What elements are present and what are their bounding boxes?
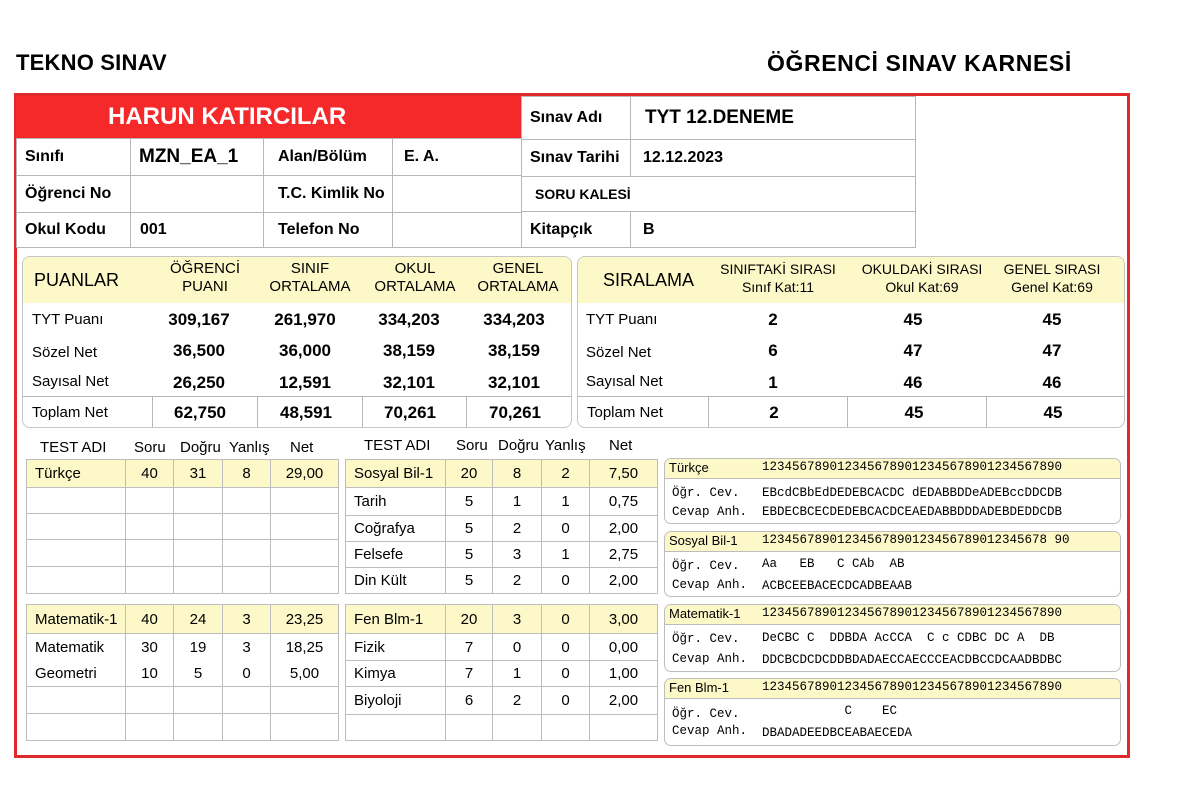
answer-box-matematik [664, 604, 1121, 672]
phone-value [392, 212, 522, 248]
student-answers: C EC [762, 704, 898, 718]
test-name: Matematik [27, 634, 126, 660]
answer-key: EBDECBCECDEDEBCACDCEAEDABBDDDADEBDEDDCDB [762, 505, 1063, 519]
question-numbers: 1234567890123456789012345678901234567890 [762, 460, 1063, 474]
answer-key: DBADADEEDBCEABAECEDA [762, 726, 913, 740]
answer-box-title: Fen Blm-1 [669, 680, 729, 695]
report-title: ÖĞRENCİ SINAV KARNESİ [767, 50, 1072, 76]
test-name: Fen Blm-1 [346, 605, 446, 634]
tests-header-name-2: TEST ADI [364, 437, 431, 454]
test-name: Tarih [346, 488, 446, 516]
answer-key-label: Cevap Anh. [672, 652, 748, 666]
scores-col-class: SINIF ORTALAMA [269, 260, 351, 295]
answer-box-title: Türkçe [669, 460, 709, 475]
exam-date-label: Sınav Tarihi [521, 139, 631, 177]
answer-box-fen [664, 678, 1121, 746]
question-quality-label: SORU KALESİ [521, 176, 916, 212]
student-answers-label: Öğr. Cev. [672, 486, 740, 500]
student-no-value [130, 175, 264, 213]
question-numbers: 1234567890123456789012345678901234567890 [762, 606, 1063, 620]
test-name: Kimya [346, 661, 446, 687]
tc-label: T.C. Kimlik No [263, 175, 393, 213]
test-name: Sosyal Bil-1 [346, 460, 446, 488]
exam-name-value: TYT 12.DENEME [630, 96, 916, 140]
tc-value [392, 175, 522, 213]
test-name: Biyoloji [346, 687, 446, 715]
rankings-col-class: SINIFTAKİ SIRASI Sınıf Kat:11 [720, 261, 836, 295]
student-name: HARUN KATIRCILAR [16, 96, 522, 138]
answer-key: ACBCEEBACECDCADBEAAB [762, 579, 913, 593]
scores-total-row: Toplam Net 62,750 48,591 70,261 70,261 [22, 396, 572, 428]
class-label: Sınıfı [16, 138, 131, 176]
student-answers-label: Öğr. Cev. [672, 559, 740, 573]
tests-header-w: Yanlış [229, 439, 270, 456]
answer-box-title: Sosyal Bil-1 [669, 533, 738, 548]
tests-header-q: Soru [134, 439, 166, 456]
class-value: MZN_EA_1 [130, 138, 264, 176]
tests-header-c-2: Doğru [498, 437, 539, 454]
rankings-panel: SIRALAMA SINIFTAKİ SIRASI Sınıf Kat:11 OKULDAKİ SIRASI Okul Kat:69 GENEL SIRASI Genel Kat:69 TYT Puanı 2 45 45 Sözel Net 6 47 47 Sayısal Net 1 46 46 Toplam Net 2 45 45 [577, 256, 1125, 428]
rankings-header [578, 257, 1124, 303]
booklet-label: Kitapçık [521, 211, 631, 248]
rankings-col-school: OKULDAKİ SIRASI Okul Kat:69 [861, 261, 983, 295]
test-table-fen: Fen Blm-1 20 3 0 3,00 Fizik 7 0 0 0,00 Kimya 7 1 0 1,00 Biyoloji 6 2 0 2,00 [345, 604, 658, 741]
test-name: Felsefe [346, 542, 446, 568]
test-table-sosyal: Sosyal Bil-1 20 8 2 7,50 Tarih 5 1 1 0,75 Coğrafya 5 2 0 2,00 Felsefe 5 3 1 2,75 Din Kült 5 2 0 2,00 [345, 459, 658, 594]
exam-date-value: 12.12.2023 [630, 139, 916, 177]
answer-box-turkce [664, 458, 1121, 524]
answer-box-title: Matematik-1 [669, 606, 741, 621]
institution-name: TEKNO SINAV [16, 50, 167, 75]
test-name: Fizik [346, 634, 446, 661]
test-name: Geometri [27, 660, 126, 687]
test-name: Coğrafya [346, 516, 446, 542]
scores-col-student: ÖĞRENCİ PUANI [169, 260, 240, 295]
test-name: Din Kült [346, 568, 446, 593]
answer-key-label: Cevap Anh. [672, 724, 748, 738]
scores-header [23, 257, 571, 303]
booklet-value: B [630, 211, 916, 248]
tests-header-n: Net [290, 439, 314, 456]
rankings-total-row: Toplam Net 2 45 45 [577, 396, 1125, 428]
exam-name-label: Sınav Adı [521, 96, 631, 140]
scores-col-general: GENEL ORTALAMA [477, 260, 559, 295]
question-numbers: 12345678901234567890123456789012345678 90 [762, 533, 1070, 547]
tests-header-c: Doğru [180, 439, 221, 456]
field-value: E. A. [392, 138, 522, 176]
scores-panel: PUANLAR ÖĞRENCİ PUANI SINIF ORTALAMA OKUL ORTALAMA GENEL ORTALAMA TYT Puanı 309,167 261,970 334,203 334,203 Sözel Net 36,500 36,000 38,159 38,159 Sayısal Net 26,250 12,591 32,101 32,101 Toplam Net 62,750 48,591 70,261 70,261 [22, 256, 572, 428]
answer-box-sosyal [664, 531, 1121, 597]
student-answers-label: Öğr. Cev. [672, 632, 740, 646]
test-table-matematik: Matematik-1 40 24 3 23,25 Matematik 30 19 3 18,25 Geometri 10 5 0 5,00 [26, 604, 339, 741]
student-answers-label: Öğr. Cev. [672, 707, 740, 721]
student-no-label: Öğrenci No [16, 175, 131, 213]
answer-key-label: Cevap Anh. [672, 578, 748, 592]
student-answers: Aa EB C CAb AB [762, 557, 905, 571]
field-label: Alan/Bölüm [263, 138, 393, 176]
phone-label: Telefon No [263, 212, 393, 248]
rankings-col-general: GENEL SIRASI Genel Kat:69 [1003, 261, 1101, 295]
tests-header-name: TEST ADI [40, 439, 107, 456]
student-answers: DeCBC C DDBDA AcCCA C c CDBC DC A DB [762, 631, 1055, 645]
test-name: Türkçe [27, 460, 126, 488]
tests-header-q-2: Soru [456, 437, 488, 454]
school-code-value: 001 [130, 212, 264, 248]
student-answers: EBcdCBbEdDEDEBCACDC dEDABBDDeADEBccDDCDB [762, 486, 1063, 500]
scores-title: PUANLAR [34, 270, 120, 290]
tests-header-w-2: Yanlış [545, 437, 586, 454]
scores-col-school: OKUL ORTALAMA [374, 260, 456, 295]
rankings-title: SIRALAMA [603, 270, 695, 290]
question-numbers: 1234567890123456789012345678901234567890 [762, 680, 1063, 694]
tests-header-n-2: Net [609, 437, 633, 454]
test-table-turkce: Türkçe 40 31 8 29,00 [26, 459, 339, 594]
answer-key-label: Cevap Anh. [672, 505, 748, 519]
test-name: Matematik-1 [27, 605, 126, 634]
school-code-label: Okul Kodu [16, 212, 131, 248]
answer-key: DDCBCDCDCDDBDADAECCAECCCEACDBCCDCAADBDBC [762, 653, 1063, 667]
